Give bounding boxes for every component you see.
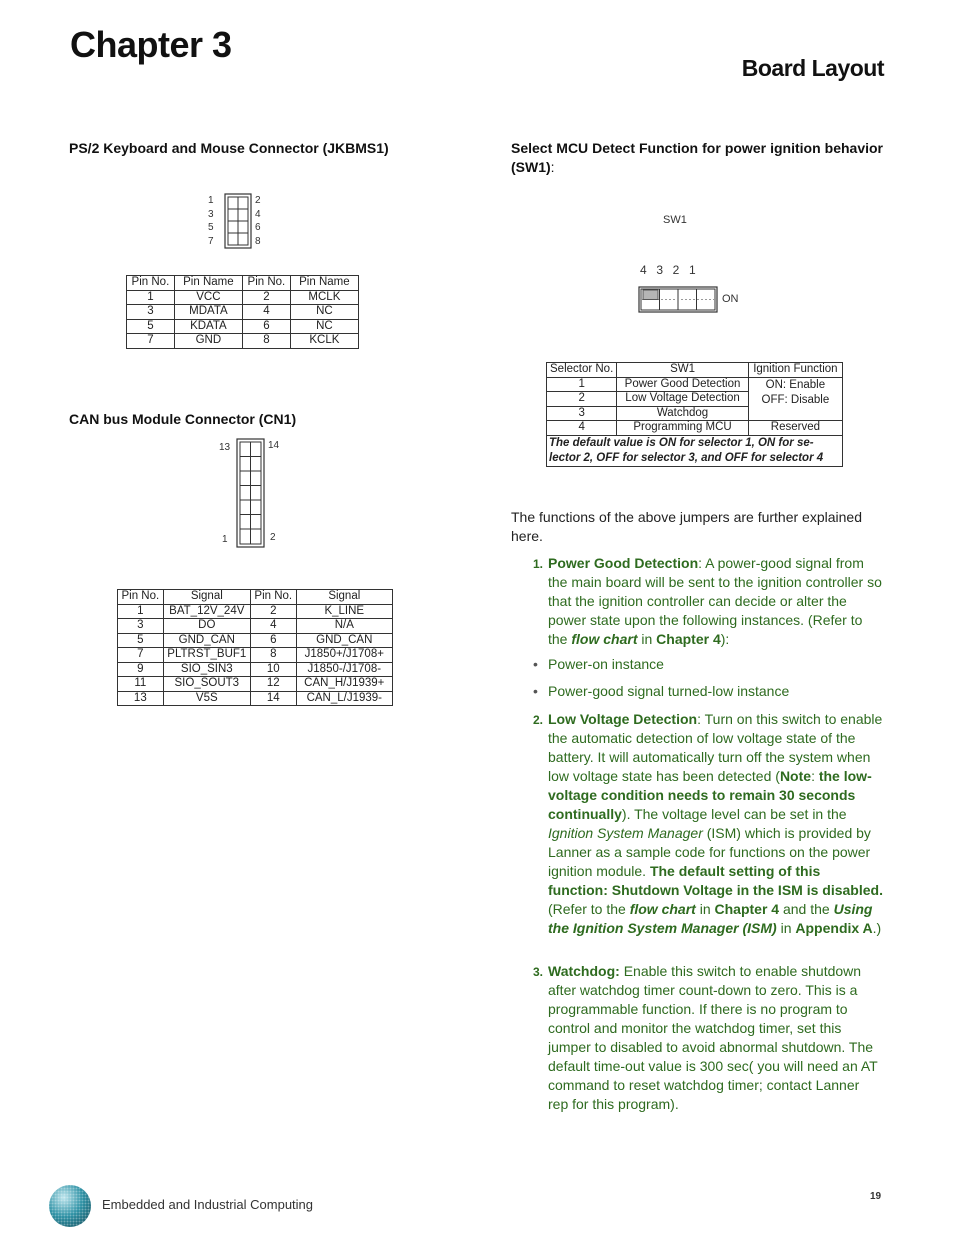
- table-cell: 4: [242, 305, 290, 320]
- item-title: Low Voltage Detection: [548, 711, 698, 727]
- sw1-dip-switch-diagram: [638, 286, 720, 314]
- table-row: [118, 662, 393, 677]
- cn1-pin-table: [117, 589, 393, 706]
- bullet-text: Power-good signal turned-low instance: [548, 683, 790, 699]
- table-cell: V5S: [163, 691, 250, 706]
- table-cell: KDATA: [174, 319, 242, 334]
- sw1-selector-table: [546, 362, 843, 467]
- table-cell: 2: [242, 290, 290, 305]
- table-cell: 8: [242, 334, 290, 349]
- table-header: Pin No.: [250, 590, 296, 605]
- item-text: (Refer to the: [548, 901, 630, 917]
- table-cell: 9: [118, 662, 164, 677]
- table-cell: Programming MCU: [617, 421, 749, 436]
- cn1-connector-diagram: [236, 438, 265, 548]
- table-row: [118, 677, 393, 692]
- cn1-label-14: 14: [268, 440, 280, 451]
- table-cell: J1850+/J1708+: [296, 648, 392, 663]
- item-title: Watchdog:: [548, 963, 620, 979]
- table-cell: 10: [250, 662, 296, 677]
- pin-label: 1: [208, 195, 214, 206]
- default-setting-text: The default setting of this function: Shutdown Voltage in the ISM is disabled.: [548, 863, 883, 898]
- table-cell: VCC: [174, 290, 242, 305]
- item-title: Power Good Detection: [548, 555, 699, 571]
- table-cell: GND_CAN: [163, 633, 250, 648]
- table-header-row: [547, 363, 843, 378]
- table-row: [118, 648, 393, 663]
- table-note: The default value is ON for selector 1, ON for se-lector 2, OFF for selector 3, and OFF for selector 4: [547, 435, 843, 466]
- table-header: Pin No.: [242, 276, 290, 291]
- table-cell: 4: [250, 619, 296, 634]
- table-row: [127, 334, 359, 349]
- pin-label: 6: [255, 222, 261, 233]
- chapter-title: Chapter 3: [70, 24, 232, 65]
- ref-in: in: [695, 901, 715, 917]
- item-text: : Turn on this switch to enable the automatic detection of low voltage state of the battery. It will automatically turn off the system when low voltage state has been detected (: [548, 711, 883, 784]
- table-cell: NC: [290, 305, 358, 320]
- ignition-function-cell: [748, 377, 842, 421]
- pin-label: 7: [208, 235, 214, 247]
- pin-label: 5: [208, 222, 214, 233]
- page-number: 19: [870, 1191, 882, 1202]
- table-cell: Reserved: [748, 421, 842, 436]
- ref-chapter: Chapter 4: [656, 631, 721, 647]
- table-header: Pin No.: [127, 276, 175, 291]
- ref-chapter: Chapter 4: [714, 901, 780, 917]
- table-cell: K_LINE: [296, 604, 392, 619]
- table-header: Selector No.: [547, 363, 617, 378]
- table-cell: J1850-/J1708-: [296, 662, 392, 677]
- table-row: [127, 305, 359, 320]
- jkbms1-left-pin-labels: [208, 194, 214, 248]
- table-cell: 12: [250, 677, 296, 692]
- jkbms1-connector-diagram: [224, 193, 252, 249]
- table-row: [547, 377, 843, 392]
- ref-in: in: [637, 631, 657, 647]
- table-header: SW1: [617, 363, 749, 378]
- table-cell: 5: [118, 633, 164, 648]
- jkbms1-pin-table: [126, 275, 359, 349]
- cn1-label-13: 13: [219, 442, 231, 453]
- table-header-row: [127, 276, 359, 291]
- explain-item-low-voltage: [533, 710, 883, 938]
- pin-label: 8: [255, 235, 261, 247]
- table-cell: GND: [174, 334, 242, 349]
- table-cell: SIO_SIN3: [163, 662, 250, 677]
- table-note-row: [547, 435, 843, 466]
- bullet-dot: •: [533, 656, 538, 672]
- ref-ism-appendix-title: Using the Ignition System Manager (ISM): [548, 901, 873, 936]
- table-header: Pin Name: [174, 276, 242, 291]
- bullet-item: [533, 656, 664, 672]
- bullet-dot: •: [533, 683, 538, 699]
- table-cell: 6: [250, 633, 296, 648]
- function-on-text: ON: Enable: [765, 378, 826, 391]
- table-cell: 7: [118, 648, 164, 663]
- table-cell: MDATA: [174, 305, 242, 320]
- item-text: (ISM) which is provided by Lanner as a sample code for functions on the power ignition module.: [548, 825, 871, 879]
- table-cell: DO: [163, 619, 250, 634]
- table-cell: PLTRST_BUF1: [163, 648, 250, 663]
- function-off-text: OFF: Disable: [761, 393, 830, 406]
- ism-name: Ignition System Manager: [548, 825, 703, 841]
- ref-flow-chart: flow chart: [571, 631, 638, 647]
- cn1-label-2: 2: [270, 532, 276, 543]
- table-header: Pin No.: [118, 590, 164, 605]
- note-label: Note: [779, 768, 812, 784]
- table-cell: 1: [127, 290, 175, 305]
- table-row: [118, 619, 393, 634]
- pin-label: 2: [255, 195, 261, 206]
- sw1-heading: [511, 139, 883, 177]
- table-cell: NC: [290, 319, 358, 334]
- explain-item-power-good: [533, 554, 883, 649]
- table-row: [118, 604, 393, 619]
- table-cell: Low Voltage Detection: [617, 392, 749, 407]
- sw1-heading-text: Select MCU Detect Function for power ignition behavior (SW1): [511, 140, 883, 175]
- table-cell: CAN_L/J1939-: [296, 691, 392, 706]
- pin-label: 4: [255, 208, 261, 220]
- item-text: Enable this switch to enable shutdown after watchdog timer count-down to zero. This is a programmable function. If there is no program to control and monitor the watchdog timer, set this jumper to disabled to avoid abnormal shutdown. The default time-out value is 300 sec( you will need an AT command to reset watchdog timer; contact Lanner rep for this program).: [548, 963, 878, 1112]
- table-row: [118, 633, 393, 648]
- table-cell: 1: [118, 604, 164, 619]
- item-end: ):: [720, 631, 730, 647]
- pin-label: 3: [208, 208, 214, 220]
- ref-appendix: Appendix A: [795, 920, 873, 936]
- table-cell: 2: [547, 392, 617, 407]
- explain-intro: The functions of the above jumpers are further explained here.: [511, 509, 862, 544]
- ref-flow-chart: flow chart: [629, 901, 696, 917]
- item-end: .): [872, 920, 882, 936]
- table-cell: 3: [547, 406, 617, 421]
- table-cell: 13: [118, 691, 164, 706]
- table-row: [547, 421, 843, 436]
- table-cell: Power Good Detection: [617, 377, 749, 392]
- cn1-heading: CAN bus Module Connector (CN1): [69, 411, 297, 427]
- table-cell: 14: [250, 691, 296, 706]
- table-header: Signal: [163, 590, 250, 605]
- ref-and: and the: [779, 901, 834, 917]
- item-text: : A power-good signal from the main board will be sent to the ignition controller so that the ignition controller can decide or alter the power state upon the following instances. (Refer to the: [548, 555, 882, 647]
- item-number: 3.: [533, 965, 544, 979]
- item-number: 2.: [533, 713, 544, 727]
- bullet-text: Power-on instance: [548, 656, 664, 672]
- table-row: [118, 691, 393, 706]
- table-cell: 6: [242, 319, 290, 334]
- lanner-logo: [48, 1184, 94, 1228]
- footer-text: Embedded and Industrial Computing: [102, 1197, 314, 1212]
- table-cell: 3: [118, 619, 164, 634]
- table-cell: MCLK: [290, 290, 358, 305]
- section-title: Board Layout: [741, 55, 884, 81]
- bullet-item: [533, 683, 790, 699]
- table-cell: 2: [250, 604, 296, 619]
- item-text: ). The voltage level can be set in the: [621, 806, 847, 822]
- table-cell: Watchdog: [617, 406, 749, 421]
- table-header: Pin Name: [290, 276, 358, 291]
- table-row: [127, 290, 359, 305]
- table-cell: 3: [127, 305, 175, 320]
- table-header: Signal: [296, 590, 392, 605]
- note-sep: :: [811, 768, 819, 784]
- sw1-on-label: ON: [722, 293, 739, 305]
- table-cell: 11: [118, 677, 164, 692]
- table-row: [127, 319, 359, 334]
- sw1-diagram-label: SW1: [663, 214, 687, 226]
- jkbms1-right-pin-labels: [255, 194, 261, 248]
- jkbms1-heading: PS/2 Keyboard and Mouse Connector (JKBMS1): [69, 140, 389, 156]
- table-cell: 1: [547, 377, 617, 392]
- table-cell: 8: [250, 648, 296, 663]
- table-cell: 7: [127, 334, 175, 349]
- table-cell: GND_CAN: [296, 633, 392, 648]
- table-cell: BAT_12V_24V: [163, 604, 250, 619]
- table-cell: 5: [127, 319, 175, 334]
- table-header-row: [118, 590, 393, 605]
- table-header: Ignition Function: [748, 363, 842, 378]
- cn1-label-1: 1: [222, 534, 228, 545]
- note-text: the low-voltage condition needs to remain 30 seconds continually: [548, 768, 872, 822]
- explain-item-watchdog: [533, 962, 883, 1114]
- table-cell: SIO_SOUT3: [163, 677, 250, 692]
- table-cell: CAN_H/J1939+: [296, 677, 392, 692]
- table-cell: 4: [547, 421, 617, 436]
- table-cell: N/A: [296, 619, 392, 634]
- sw1-switch-numbers: 4 3 2 1: [640, 263, 697, 277]
- sw1-heading-colon: :: [550, 159, 555, 175]
- table-cell: KCLK: [290, 334, 358, 349]
- item-number: 1.: [533, 557, 544, 571]
- ref-in: in: [776, 920, 796, 936]
